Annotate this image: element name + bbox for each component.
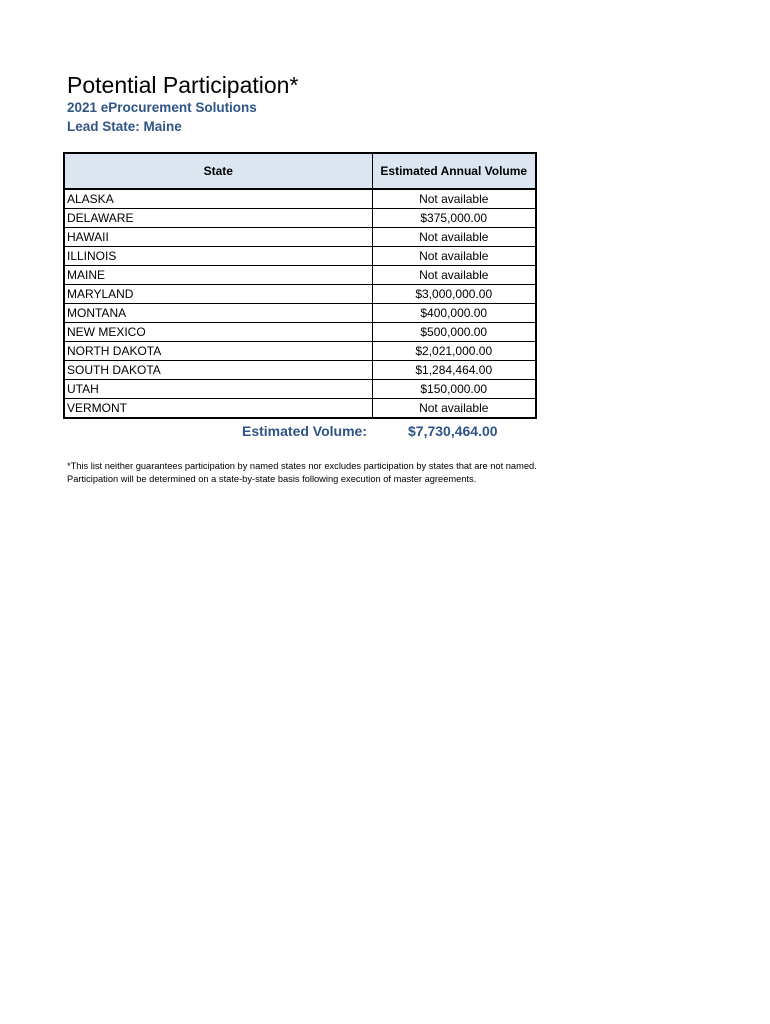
volume-cell: $2,021,000.00 xyxy=(372,342,536,361)
footnote: *This list neither guarantees participation by named states nor excludes participation by states that are not named. Participation will be determined on a state-by-state basis following execution of master agreements. xyxy=(67,461,537,484)
state-cell: MAINE xyxy=(64,266,372,285)
table-row xyxy=(64,361,536,380)
volume-cell: Not available xyxy=(372,247,536,266)
table-row xyxy=(64,323,536,342)
table-row xyxy=(64,399,536,419)
state-cell: MARYLAND xyxy=(64,285,372,304)
subtitle-solutions: 2021 eProcurement Solutions xyxy=(67,100,257,115)
volume-cell: Not available xyxy=(372,399,536,419)
volume-cell: $375,000.00 xyxy=(372,209,536,228)
state-cell: DELAWARE xyxy=(64,209,372,228)
table-row xyxy=(64,189,536,209)
state-cell: NEW MEXICO xyxy=(64,323,372,342)
subtitle-lead-state: Lead State: Maine xyxy=(67,119,182,134)
table-row xyxy=(64,247,536,266)
state-cell: SOUTH DAKOTA xyxy=(64,361,372,380)
volume-cell: $1,284,464.00 xyxy=(372,361,536,380)
estimated-volume-total: $7,730,464.00 xyxy=(408,423,498,439)
table-row xyxy=(64,266,536,285)
participation-table xyxy=(63,152,537,419)
volume-cell: Not available xyxy=(372,266,536,285)
volume-cell: Not available xyxy=(372,189,536,209)
volume-cell: $400,000.00 xyxy=(372,304,536,323)
state-cell: ILLINOIS xyxy=(64,247,372,266)
table-row xyxy=(64,228,536,247)
state-cell: MONTANA xyxy=(64,304,372,323)
table-row xyxy=(64,209,536,228)
volume-cell: Not available xyxy=(372,228,536,247)
estimated-volume-label: Estimated Volume: xyxy=(242,423,367,439)
table-header-row xyxy=(64,153,536,189)
state-column-header: State xyxy=(64,153,372,189)
table-row xyxy=(64,342,536,361)
volume-cell: $500,000.00 xyxy=(372,323,536,342)
table-row xyxy=(64,304,536,323)
volume-column-header: Estimated Annual Volume xyxy=(372,153,536,189)
state-cell: ALASKA xyxy=(64,189,372,209)
table-row xyxy=(64,285,536,304)
state-cell: VERMONT xyxy=(64,399,372,419)
table-row xyxy=(64,380,536,399)
volume-cell: $150,000.00 xyxy=(372,380,536,399)
volume-cell: $3,000,000.00 xyxy=(372,285,536,304)
state-cell: HAWAII xyxy=(64,228,372,247)
state-cell: UTAH xyxy=(64,380,372,399)
page-title: Potential Participation* xyxy=(67,72,299,98)
state-cell: NORTH DAKOTA xyxy=(64,342,372,361)
